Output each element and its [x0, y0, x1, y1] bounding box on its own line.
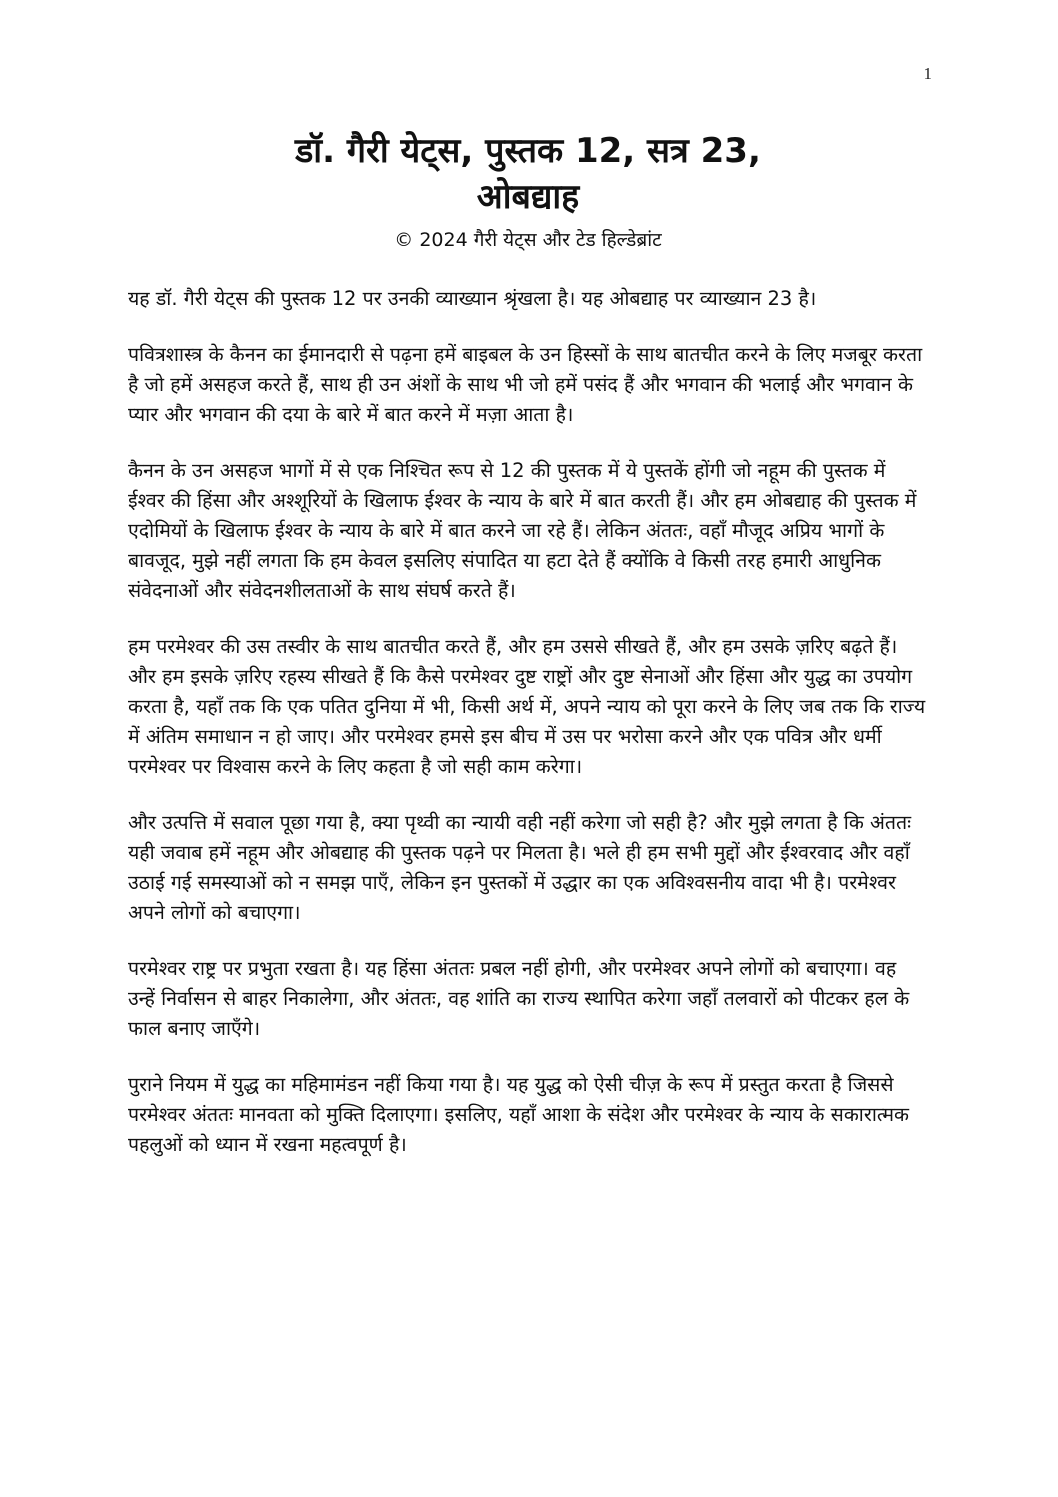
- title-line-2: ओबद्याह: [476, 177, 580, 217]
- paragraph-6: परमेश्वर राष्ट्र पर प्रभुता रखता है। यह हिंसा अंततः प्रबल नहीं होगी, और परमेश्वर अपने लोगों को बचाएगा। वह उन्हें निर्वासन से बाहर निकालेगा, और अंततः, वह शांति का राज्य स्थापित करेगा जहाँ तलवारों को पीटकर हल के फाल बनाए जाएँगे।: [128, 957, 910, 1040]
- paragraph-3: कैनन के उन असहज भागों में से एक निश्चित रूप से 12 की पुस्तक में ये पुस्तकें होंगी जो नहूम की पुस्तक में ईश्वर की हिंसा और अश्शूरियों के खिलाफ ईश्वर के न्याय के बारे में बात करती हैं। और हम ओबद्याह की पुस्तक में एदोमियों के खिलाफ ईश्वर के न्याय के बारे में बात करने जा रहे हैं। लेकिन अंततः, वहाँ मौजूद अप्रिय भागों के बावजूद, मुझे नहीं लगता कि हम केवल इसलिए संपादित या हटा देते हैं क्योंकि वे किसी तरह हमारी आधुनिक संवेदनाओं और संवेदनशीलताओं के साथ संघर्ष करते हैं।: [128, 459, 917, 602]
- paragraph-7: पुराने नियम में युद्ध का महिमामंडन नहीं किया गया है। यह युद्ध को ऐसी चीज़ के रूप में प्रस्तुत करता है जिससे परमेश्वर अंततः मानवता को मुक्ति दिलाएगा। इसलिए, यहाँ आशा के संदेश और परमेश्वर के न्याय के सकारात्मक पहलुओं को ध्यान में रखना महत्वपूर्ण है।: [128, 1073, 909, 1156]
- paragraph-4: हम परमेश्वर की उस तस्वीर के साथ बातचीत करते हैं, और हम उससे सीखते हैं, और हम उसके ज़रिए बढ़ते हैं। और हम इसके ज़रिए रहस्य सीखते हैं कि कैसे परमेश्वर दुष्ट राष्ट्रों और दुष्ट सेनाओं और हिंसा और युद्ध का उपयोग करता है, यहाँ तक कि एक पतित दुनिया में भी, किसी अर्थ में, अपने न्याय को पूरा करने के लिए जब तक कि राज्य में अंतिम समाधान न हो जाए। और परमेश्वर हमसे इस बीच में उस पर भरोसा करने और एक पवित्र और धर्मी परमेश्वर पर विश्वास करने के लिए कहता है जो सही काम करेगा।: [128, 635, 926, 778]
- paragraph-5: और उत्पत्ति में सवाल पूछा गया है, क्या पृथ्वी का न्यायी वही नहीं करेगा जो सही है? और मुझे लगता है कि अंततः यही जवाब हमें नहूम और ओबद्याह की पुस्तक पढ़ने पर मिलता है। भले ही हम सभी मुद्दों और ईश्वरवाद और वहाँ उठाई गई समस्याओं को न समझ पाएँ, लेकिन इन पुस्तकों में उद्धार का एक अविश्वसनीय वादा भी है। परमेश्वर अपने लोगों को बचाएगा।: [128, 811, 912, 924]
- paragraph-1: यह डॉ. गैरी येट्स की पुस्तक 12 पर उनकी व्याख्यान श्रृंखला है। यह ओबद्याह पर व्याख्यान 23 है।: [128, 287, 817, 310]
- paragraph-2: पवित्रशास्त्र के कैनन का ईमानदारी से पढ़ना हमें बाइबल के उन हिस्सों के साथ बातचीत करने के लिए मजबूर करता है जो हमें असहज करते हैं, साथ ही उन अंशों के साथ भी जो हमें पसंद हैं और भगवान की भलाई और भगवान के प्यार और भगवान की दया के बारे में बात करने में मज़ा आता है।: [128, 343, 923, 426]
- title-line-1: डॉ. गैरी येट्स, पुस्तक 12, सत्र 23,: [295, 131, 761, 171]
- copyright-line: © 2024 गैरी येट्स और टेड हिल्डेब्रांट: [394, 229, 662, 251]
- document-body: [128, 284, 928, 1186]
- page-number: 1: [923, 64, 932, 83]
- document-title: [128, 128, 928, 220]
